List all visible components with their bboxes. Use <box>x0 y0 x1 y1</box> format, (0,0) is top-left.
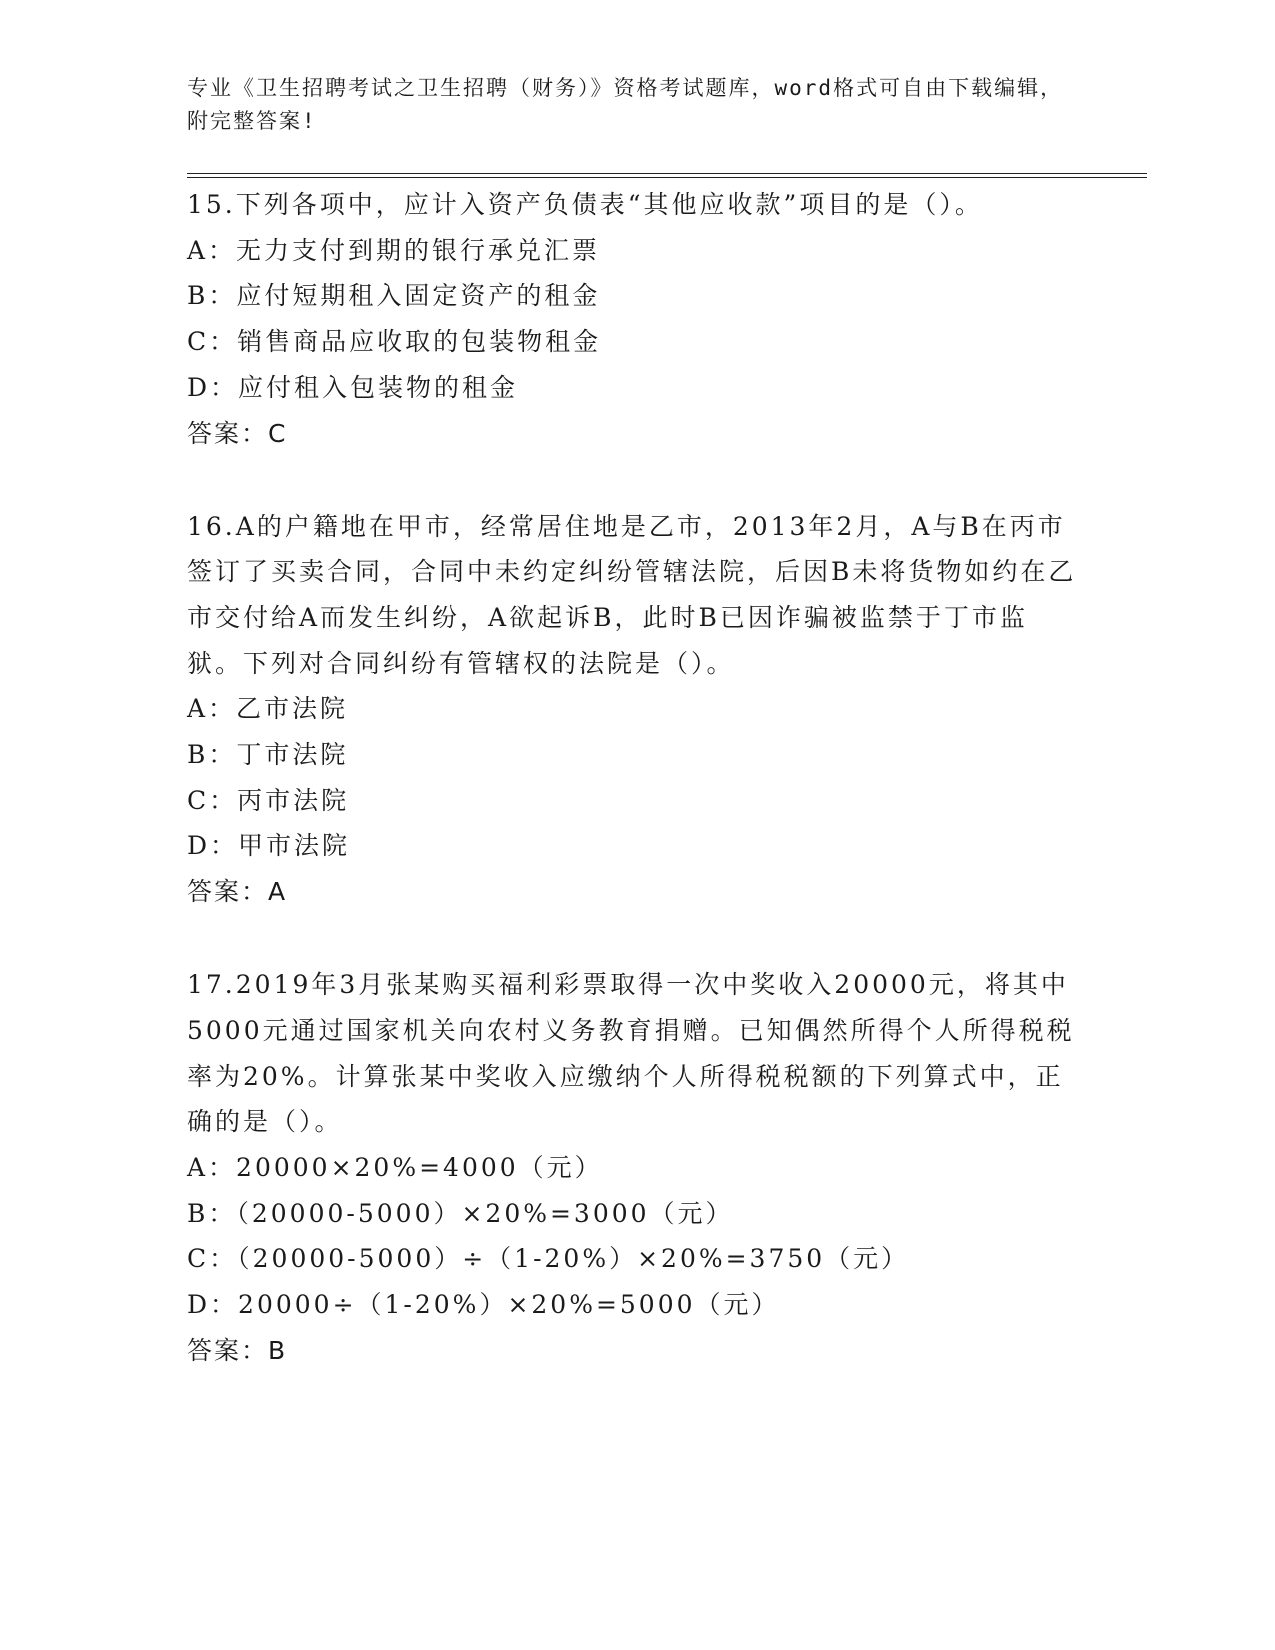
option-b: B：丁市法院 <box>187 740 349 770</box>
option-c: C：（20000-5000）÷（1-20%）×20%=3750（元） <box>187 1244 910 1274</box>
option-d: D：应付租入包装物的租金 <box>187 372 519 402</box>
answer-line: 答案：C <box>187 418 288 448</box>
spacer <box>187 914 1147 954</box>
question-15 <box>187 182 1147 456</box>
question-17 <box>187 962 1147 1373</box>
option-d: D：20000÷（1-20%）×20%=5000（元） <box>187 1290 780 1320</box>
option-a: A：20000×20%=4000（元） <box>187 1152 603 1182</box>
option-a: A：无力支付到期的银行承兑汇票 <box>187 235 601 265</box>
option-b: B：（20000-5000）×20%=3000（元） <box>187 1198 734 1228</box>
option-c: C：丙市法院 <box>187 785 350 815</box>
answer-line: 答案：B <box>187 1335 288 1365</box>
question-16 <box>187 504 1147 915</box>
question-stem: 15.下列各项中，应计入资产负债表“其他应收款”项目的是（）。 <box>187 190 983 219</box>
option-c: C：销售商品应收取的包装物租金 <box>187 327 602 357</box>
option-b: B：应付短期租入固定资产的租金 <box>187 281 601 311</box>
option-a: A：乙市法院 <box>187 694 349 724</box>
spacer <box>187 456 1147 496</box>
question-stem: 17.2019年3月张某购买福利彩票取得一次中奖收入20000元，将其中5000元通过国家机关向农村义务教育捐赠。已知偶然所得个人所得税税率为20%。计算张某中奖收入应缴纳个人所得税税额的下列算式中，正确的是（）。 <box>187 970 1075 1137</box>
question-stem: 16.A的户籍地在甲市，经常居住地是乙市，2013年2月，A与B在丙市签订了买卖合同，合同中未约定纠纷管辖法院，后因B未将货物如约在乙市交付给A而发生纠纷，A欲起诉B，此时B已因诈骗被监禁于丁市监狱。下列对合同纠纷有管辖权的法院是（）。 <box>187 511 1077 678</box>
header-divider <box>187 173 1147 174</box>
document-header: 专业《卫生招聘考试之卫生招聘（财务）》资格考试题库，word格式可自由下载编辑，附完整答案! <box>187 76 1064 133</box>
option-d: D：甲市法院 <box>187 831 351 861</box>
document-page <box>187 72 1147 1373</box>
answer-line: 答案：A <box>187 877 288 907</box>
